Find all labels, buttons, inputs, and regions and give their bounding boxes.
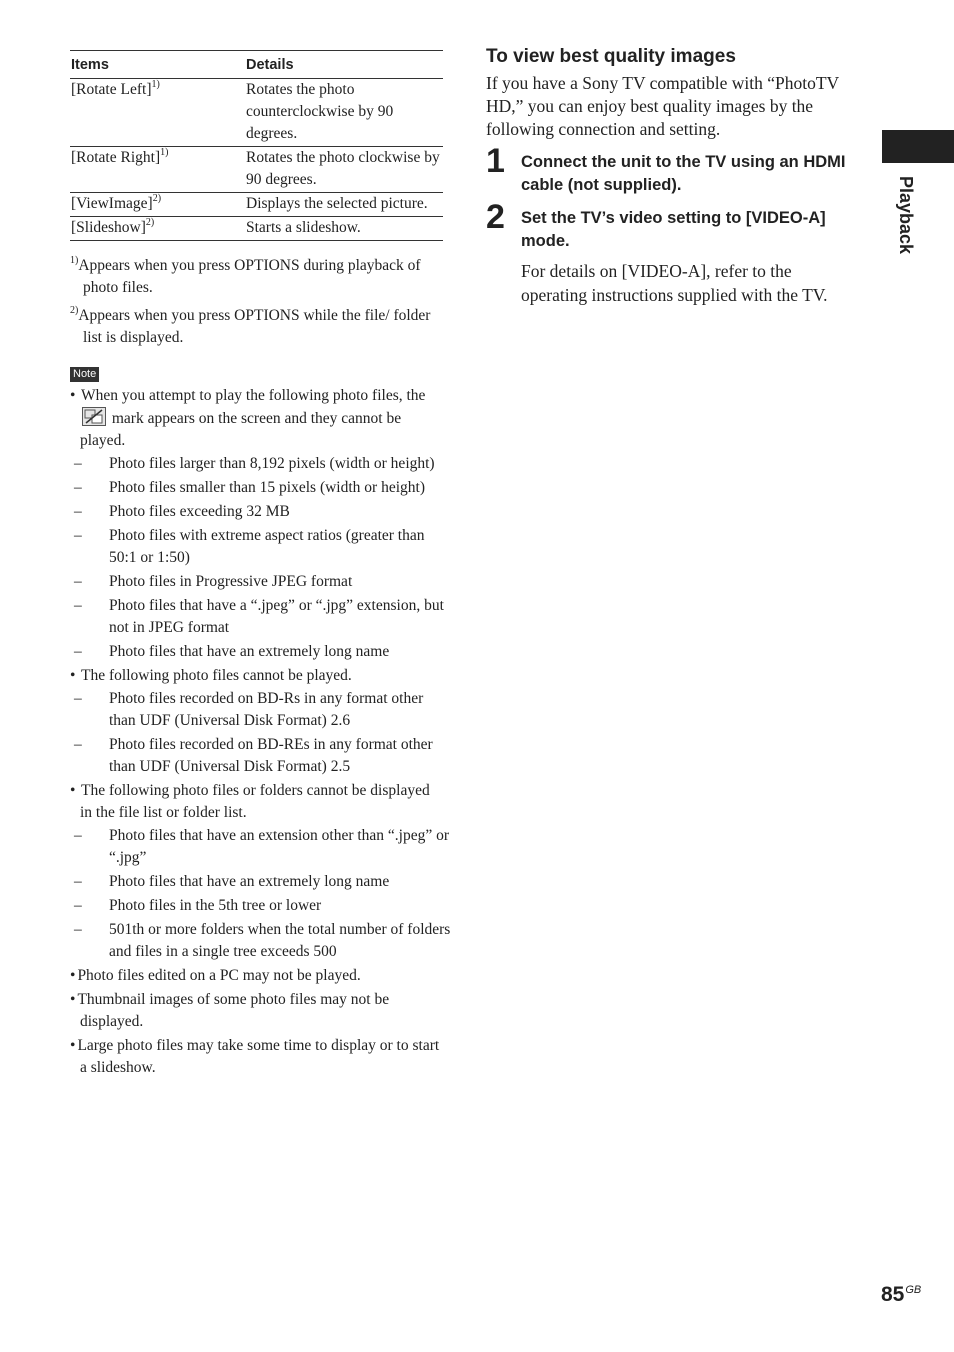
header-items: Items [70, 51, 245, 79]
step-description: For details on [VIDEO-A], refer to the operating instructions supplied with the TV. [521, 261, 828, 305]
row-details: Displays the selected picture. [245, 193, 443, 217]
sub-item: – Photo files in Progressive JPEG format [90, 571, 453, 593]
sub-item: – Photo files that have a “.jpeg” or “.jpg” extension, but not in JPEG format [90, 595, 453, 639]
section-tab-marker [882, 130, 954, 163]
section-tab-label: Playback [896, 176, 916, 255]
step-title: Connect the unit to the TV using an HDMI cable (not supplied). [521, 153, 846, 194]
list-item: • Photo files edited on a PC may not be played. [70, 965, 443, 987]
left-column [70, 50, 451, 1081]
sub-item: – Photo files with extreme aspect ratios (greater than 50:1 or 1:50) [90, 525, 453, 569]
sub-item: – Photo files that have an extension other than “.jpeg” or “.jpg” [90, 825, 453, 869]
list-item: • The following photo files or folders cannot be displayed in the file list or folder list. – Photo files that have an extension other than “.jpeg” or “.jpg” – Photo files that have an extremely long name – Photo files in the 5th tree or lower – 501th or more folders when the total number of folders and files in a single tree exceeds 500 [70, 780, 443, 963]
table-row [70, 79, 443, 147]
list-item: • The following photo files cannot be played. – Photo files recorded on BD-Rs in any format other than UDF (Universal Disk Format) 2.6 – Photo files recorded on BD-REs in any format other than UDF (Universal Disk Format) 2.5 [70, 665, 443, 778]
row-details: Starts a slideshow. [245, 217, 443, 241]
header-details: Details [245, 51, 443, 79]
section-intro: If you have a Sony TV compatible with “PhotoTV HD,” you can enjoy best quality images by the following connection and setting. [486, 73, 839, 139]
step-2 [486, 198, 858, 307]
step-number: 1 [486, 142, 505, 180]
step-number: 2 [486, 198, 505, 236]
sub-item: – Photo files larger than 8,192 pixels (width or height) [90, 453, 453, 475]
sublist [80, 453, 443, 663]
sub-item: – Photo files in the 5th tree or lower [90, 895, 453, 917]
table-header-row [70, 51, 443, 79]
right-column [486, 44, 858, 307]
unplayable-photo-icon [82, 407, 106, 426]
row-item: [Rotate Left]$^{1)}$ [70, 79, 245, 147]
sub-item: – 501th or more folders when the total number of folders and files in a single tree exceeds 500 [90, 919, 453, 963]
list-item: • Thumbnail images of some photo files may not be displayed. [70, 989, 443, 1033]
sub-item: – Photo files recorded on BD-Rs in any format other than UDF (Universal Disk Format) 2.6 [90, 688, 453, 732]
note-label: Note [70, 367, 99, 382]
table-row [70, 193, 443, 217]
sublist [80, 688, 443, 778]
row-item: [ViewImage]$^{2)}$ [70, 193, 245, 217]
list-item: • Large photo files may take some time to display or to start a slideshow. [70, 1035, 443, 1079]
row-details: Rotates the photo clockwise by 90 degrees. [245, 147, 443, 193]
sublist [80, 825, 451, 963]
sub-item: – Photo files that have an extremely long name [90, 871, 453, 893]
page-number: $85^{GB}$ [881, 1283, 922, 1306]
sub-item: – Photo files exceeding 32 MB [90, 501, 453, 523]
notes-list [70, 385, 451, 1079]
row-item: [Slideshow]$^{2)}$ [70, 217, 245, 241]
step-title: Set the TV’s video setting to [VIDEO-A] mode. [521, 209, 826, 250]
table-row [70, 147, 443, 193]
row-item: [Rotate Right]$^{1)}$ [70, 147, 245, 193]
section-heading: To view best quality images [486, 46, 736, 67]
footnote-1: $^{1)}$Appears when you press OPTIONS during playback of photo files. [70, 254, 421, 296]
table-row [70, 217, 443, 241]
footnote-2: $^{2)}$Appears when you press OPTIONS while the file/ folder list is displayed. [70, 304, 431, 346]
row-details: Rotates the photo counterclockwise by 90 degrees. [245, 79, 443, 147]
sub-item: – Photo files recorded on BD-REs in any format other than UDF (Universal Disk Format) 2.5 [90, 734, 453, 778]
sub-item: – Photo files smaller than 15 pixels (width or height) [90, 477, 453, 499]
step-1 [486, 142, 858, 197]
sub-item: – Photo files that have an extremely long name [90, 641, 453, 663]
list-item: • When you attempt to play the following photo files, the mark appears on the screen and they cannot be played. – Photo files larger than 8,192 pixels (width or height) – Photo files smaller than 15 pixels (width or height) – Photo files exceeding 32 MB – Photo files with extreme aspect ratios (greater than 50:1 or 1:50) – Photo files in Progressive JPEG format – Photo files that have a “.jpeg” or “.jpg” extension, but not in JPEG format – Photo files that have an extremely long name [70, 385, 443, 663]
photo-options-table [70, 50, 443, 241]
